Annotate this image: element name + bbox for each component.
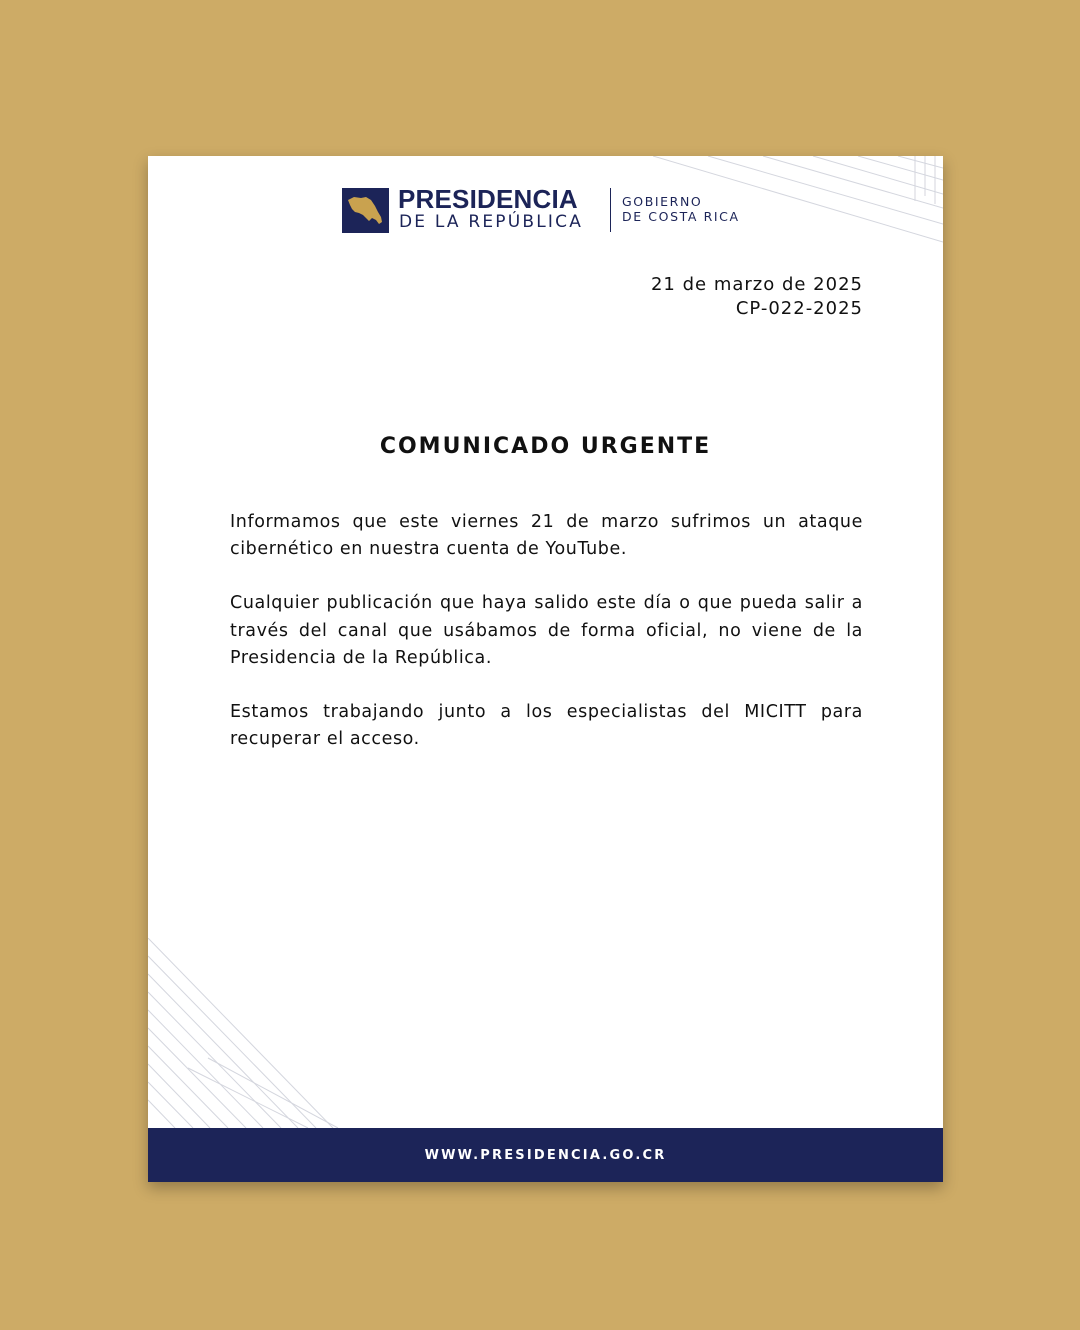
decorative-lines-bottom-left	[148, 938, 348, 1128]
presidencia-logo	[342, 186, 762, 236]
government-line-2: DE COSTA RICA	[622, 209, 740, 224]
logo-divider	[610, 188, 611, 232]
logo-title: PRESIDENCIA	[398, 184, 578, 214]
logo-subtitle: DE LA REPÚBLICA	[399, 212, 584, 232]
costa-rica-map-icon	[342, 188, 389, 233]
document-title: COMUNICADO URGENTE	[379, 434, 712, 459]
body-paragraph: Cualquier publicación que haya salido este día o que pueda salir a través del canal que usábamos de forma oficial, no viene de la Presidencia de la República.	[230, 593, 863, 668]
document-body	[230, 509, 863, 780]
press-release-page	[148, 156, 943, 1182]
government-label	[622, 194, 740, 224]
document-meta	[651, 273, 863, 321]
document-date: 21 de marzo de 2025	[650, 274, 863, 295]
body-paragraph: Estamos trabajando junto a los especialistas del MICITT para recuperar el acceso.	[230, 702, 863, 750]
government-line-1: GOBIERNO	[622, 194, 703, 209]
body-paragraph: Informamos que este viernes 21 de marzo sufrimos un ataque cibernético en nuestra cuenta de YouTube.	[230, 512, 863, 560]
document-code: CP-022-2025	[735, 298, 863, 319]
footer-website-url: WWW.PRESIDENCIA.GO.CR	[424, 1147, 667, 1163]
footer-bar	[148, 1128, 943, 1182]
